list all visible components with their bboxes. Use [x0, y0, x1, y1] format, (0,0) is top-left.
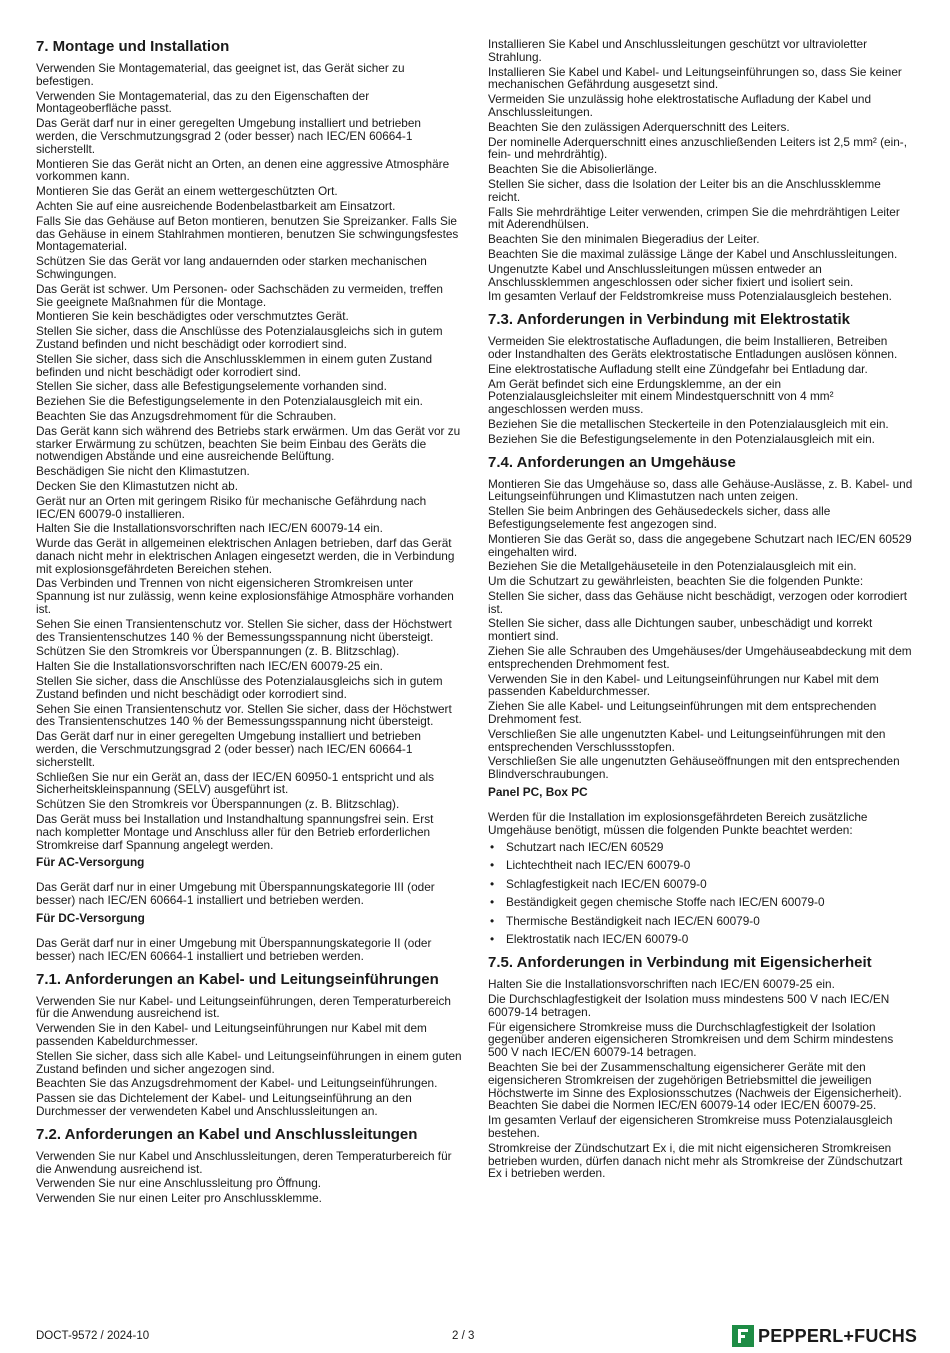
paragraph: Verschließen Sie alle ungenutzten Gehäuseöffnungen mit den entsprechenden Blindverschraubungen.	[488, 754, 900, 782]
heading-fuer-dc-versorgung: Für DC-Versorgung	[36, 911, 145, 926]
paragraph: Verwenden Sie nur Kabel- und Leitungseinführungen, deren Temperaturbereich für die Anwendung ausreichend ist.	[36, 993, 451, 1021]
paragraph: Installieren Sie Kabel und Anschlussleitungen geschützt vor ultravioletter Strahlung.	[488, 37, 868, 64]
paragraph: Stellen Sie sicher, dass sich alle Kabel- und Leitungseinführungen in einem guten Zustand befinden und sicher angezogen sind.	[36, 1048, 462, 1076]
heading-7-5-anforderungen-in-verbindung-mit-eige: 7.5. Anforderungen in Verbindung mit Eigensicherheit	[488, 954, 872, 972]
paragraph: Im gesamten Verlauf der eigensicheren Stromkreise muss Potenzialausgleich bestehen.	[488, 1113, 893, 1140]
paragraph: Beachten Sie das Anzugsdrehmoment der Kabel- und Leitungseinführungen.	[36, 1076, 438, 1091]
paragraph: Montieren Sie das Gerät an einem wettergeschützten Ort.	[36, 184, 338, 199]
paragraph: Verwenden Sie in den Kabel- und Leitungseinführungen nur Kabel mit dem passenden Kabeldurchmesser.	[488, 671, 879, 699]
logo-text: PEPPERL+FUCHS	[758, 1325, 918, 1346]
pepperl-fuchs-logo	[732, 1325, 917, 1347]
paragraph: Das Gerät darf nur in einer Umgebung mit Überspannungskategorie II (oder besser) nach IEC/EN 60664-1 installiert und betrieben werden.	[36, 936, 432, 963]
paragraph: Beachten Sie die maximal zulässige Länge der Kabel und Anschlussleitungen.	[488, 246, 898, 261]
paragraph: Montieren Sie das Gerät so, dass die angegebene Schutzart nach IEC/EN 60529 eingehalten wird.	[488, 531, 912, 559]
heading-7-4-anforderungen-an-umgehaeuse: 7.4. Anforderungen an Umgehäuse	[488, 453, 736, 471]
paragraph: Decken Sie den Klimastutzen nicht ab.	[36, 478, 238, 493]
paragraph: Verwenden Sie nur einen Leiter pro Anschlussklemme.	[36, 1191, 322, 1206]
paragraph: Beziehen Sie die metallischen Steckerteile in den Potenzialausgleich mit ein.	[488, 416, 889, 431]
paragraph: Ziehen Sie alle Schrauben des Umgehäuses/der Umgehäuseabdeckung mit dem entsprechenden Drehmoment fest.	[488, 644, 912, 671]
paragraph: Montieren Sie das Gerät nicht an Orten, an denen eine aggressive Atmosphäre vorkommen kann.	[36, 156, 450, 184]
list-item: • Schlagfestigkeit nach IEC/EN 60079-0	[488, 878, 914, 891]
paragraph: Im gesamten Verlauf der Feldstromkreise muss Potenzialausgleich bestehen.	[488, 289, 892, 304]
logo-mark-icon	[732, 1325, 754, 1347]
paragraph: Ziehen Sie alle Kabel- und Leitungseinführungen mit dem entsprechenden Drehmoment fest.	[488, 699, 877, 727]
paragraph: Verwenden Sie nur Kabel und Anschlussleitungen, deren Temperaturbereich für die Anwendung ausreichend ist.	[36, 1148, 452, 1176]
paragraph: Schützen Sie den Stromkreis vor Überspannungen (z. B. Blitzschlag).	[36, 797, 400, 812]
paragraph: Stellen Sie sicher, dass die Anschlüsse des Potenzialausgleichs sich in gutem Zustand befinden und nicht beschädigt oder korrodiert sind.	[36, 674, 443, 701]
paragraph: Für eigensichere Stromkreise muss die Durchschlagfestigkeit der Isolation gegenüber anderen eigensicheren Stromkreisen und dem Schirm mindestens 500 V nach IEC/EN 60079-14 betragen.	[488, 1019, 894, 1060]
paragraph: Stellen Sie sicher, dass die Isolation der Leiter bis an die Anschlussklemme reicht.	[488, 176, 881, 204]
heading-panel-pc-box-pc: Panel PC, Box PC	[488, 785, 588, 800]
paragraph: Sehen Sie einen Transientenschutz vor. Stellen Sie sicher, dass der Höchstwert des Transientenschutzes 140 % der Bemessungsspannung nicht übersteigt.	[36, 616, 452, 644]
paragraph: Verschließen Sie alle ungenutzten Kabel- und Leitungseinführungen mit den entsprechenden Verschlussstopfen.	[488, 726, 886, 754]
paragraph: Die Durchschlagfestigkeit der Isolation muss mindestens 500 V nach IEC/EN 60079-14 betragen.	[488, 991, 890, 1019]
paragraph: Beschädigen Sie nicht den Klimastutzen.	[36, 464, 250, 479]
paragraph: Verwenden Sie Montagematerial, das geeignet ist, das Gerät sicher zu befestigen.	[36, 61, 405, 88]
footer-document-id: DOCT-9572 / 2024-10	[36, 1330, 150, 1342]
paragraph: Schützen Sie das Gerät vor lang andauernden oder starken mechanischen Schwingungen.	[36, 254, 427, 281]
paragraph: Falls Sie mehrdrähtige Leiter verwenden, crimpen Sie die mehrdrähtigen Leiter mit Aderendhülsen.	[488, 204, 900, 232]
paragraph: Der nominelle Aderquerschnitt eines anzuschließenden Leiters ist 2,5 mm² (ein-, fein- und mehrdrähtig).	[488, 134, 907, 162]
paragraph: Schützen Sie den Stromkreis vor Überspannungen (z. B. Blitzschlag).	[36, 644, 400, 659]
paragraph: Beachten Sie den minimalen Biegeradius der Leiter.	[488, 232, 760, 247]
paragraph: Verwenden Sie Montagematerial, das zu den Eigenschaften der Montageoberfläche passt.	[36, 88, 370, 116]
footer-page-number: 2 / 3	[452, 1330, 475, 1342]
bullet-list	[488, 841, 914, 947]
left-column	[36, 38, 462, 1207]
paragraph: Beachten Sie die Abisolierlänge.	[488, 162, 658, 177]
list-item: • Thermische Beständigkeit nach IEC/EN 60079-0	[488, 915, 914, 928]
paragraph: Das Gerät darf nur in einer geregelten Umgebung installiert und betrieben werden, die Verschmutzungsgrad 2 (oder besser) nach IEC/EN 60664-1 sicherstellt.	[36, 729, 421, 769]
list-item: • Lichtechtheit nach IEC/EN 60079-0	[488, 859, 914, 872]
paragraph: Stromkreise der Zündschutzart Ex i, die mit nicht eigensicheren Stromkreisen betrieben wurden, dürfen danach nicht mehr als Stromkreise der Zündschutzart Ex i betrieben werden.	[488, 1140, 903, 1181]
paragraph: Beachten Sie den zulässigen Aderquerschnitt des Leiters.	[488, 119, 790, 134]
heading-fuer-ac-versorgung: Für AC-Versorgung	[36, 855, 145, 870]
paragraph: Das Verbinden und Trennen von nicht eigensicheren Stromkreisen unter Spannung ist nur zulässig, wenn keine explosionsfähige Atmosphäre vorhanden ist.	[36, 576, 454, 617]
paragraph: Beziehen Sie die Befestigungselemente in den Potenzialausgleich mit ein.	[488, 431, 875, 446]
paragraph: Beziehen Sie die Befestigungselemente in den Potenzialausgleich mit ein.	[36, 394, 423, 409]
paragraph: Vermeiden Sie elektrostatische Aufladungen, die beim Installieren, Betreiben oder Instandhalten des Geräts elektrostatische Entladungen auslösen können.	[488, 334, 898, 361]
paragraph: Verwenden Sie in den Kabel- und Leitungseinführungen nur Kabel mit dem passenden Kabeldurchmesser.	[36, 1021, 427, 1048]
paragraph: Ungenutzte Kabel und Anschlussleitungen müssen entweder an Anschlussklemmen angeschlossen oder sicher fixiert und isoliert sein.	[488, 261, 854, 289]
paragraph: Stellen Sie beim Anbringen des Gehäusedeckels sicher, dass alle Befestigungselemente fest angezogen sind.	[488, 504, 831, 531]
paragraph: Stellen Sie sicher, dass die Anschlüsse des Potenzialausgleichs sich in gutem Zustand befinden und nicht beschädigt oder korrodiert sind.	[36, 324, 443, 351]
paragraph: Gerät nur an Orten mit geringem Risiko für mechanische Gefährdung nach IEC/EN 60079-0 installieren.	[36, 493, 427, 521]
paragraph: Montieren Sie kein beschädigtes oder verschmutztes Gerät.	[36, 309, 349, 324]
paragraph: Werden für die Installation im explosionsgefährdeten Bereich zusätzliche Umgehäuse benötigt, müssen die folgenden Punkte beachtet werden:	[488, 810, 868, 837]
paragraph: Das Gerät muss bei Installation und Instandhaltung spannungsfrei sein. Erst nach kompletter Montage und Anschluss aller für den Betrieb erforderlichen Stromkreise darf Spannung angelegt werden.	[36, 812, 434, 852]
heading-7-2-anforderungen-an-kabel-und-anschluss: 7.2. Anforderungen an Kabel und Anschlussleitungen	[36, 1125, 418, 1143]
paragraph: Vermeiden Sie unzulässig hohe elektrostatische Aufladung der Kabel und Anschlussleitungen.	[488, 92, 872, 119]
paragraph: Das Gerät darf nur in einer Umgebung mit Überspannungskategorie III (oder besser) nach IEC/EN 60664-1 installiert und betrieben werden.	[36, 880, 435, 908]
paragraph: Wurde das Gerät in allgemeinen elektrischen Anlagen betrieben, darf das Gerät danach nicht mehr in elektrischen Anlagen eingesetzt werden, die in Verbindung mit explosionsgefährdeten Bereichen stehen.	[36, 536, 455, 576]
paragraph: Installieren Sie Kabel und Kabel- und Leitungseinführungen so, dass Sie keiner mechanischen Gefährdung ausgesetzt sind.	[488, 64, 902, 92]
paragraph: Das Gerät darf nur in einer geregelten Umgebung installiert und betrieben werden, die Verschmutzungsgrad 2 (oder besser) nach IEC/EN 60664-1 sicherstellt.	[36, 116, 421, 156]
paragraph: Beachten Sie bei der Zusammenschaltung eigensicherer Geräte mit den eigensicheren Stromkreisen der zugehörigen Betriebsmittel die jeweiligen Höchstwerte im Sinne des Explosionsschutzes (Nachweis der Eigensicherheit). Beachten Sie dabei die Normen IEC/EN 60079-14 oder IEC/EN 60079-25.	[488, 1059, 902, 1113]
paragraph: Stellen Sie sicher, dass alle Dichtungen sauber, unbeschädigt und korrekt montiert sind.	[488, 616, 873, 644]
paragraph: Halten Sie die Installationsvorschriften nach IEC/EN 60079-14 ein.	[36, 521, 383, 536]
paragraph: Stellen Sie sicher, dass das Gehäuse nicht beschädigt, verzogen oder korrodiert ist.	[488, 588, 908, 616]
heading-7-1-anforderungen-an-kabel-und-leitungse: 7.1. Anforderungen an Kabel- und Leitungseinführungen	[36, 970, 439, 988]
paragraph: Eine elektrostatische Aufladung stellt eine Zündgefahr bei Entladung dar.	[488, 361, 868, 376]
paragraph: Schließen Sie nur ein Gerät an, dass der IEC/EN 60950-1 entspricht und als Sicherheitskleinspannung (SELV) ausgeführt ist.	[36, 769, 435, 797]
paragraph: Montieren Sie das Umgehäuse so, dass alle Gehäuse-Auslässe, z. B. Kabel- und Leitungseinführungen und Klimastutzen nach unten zeigen.	[488, 476, 913, 504]
paragraph: Passen sie das Dichtelement der Kabel- und Leitungseinführung an den Durchmesser der verwendeten Kabel und Anschlussleitungen an.	[36, 1091, 412, 1118]
list-item: • Elektrostatik nach IEC/EN 60079-0	[488, 933, 914, 946]
heading-7-montage-und-installation: 7. Montage und Installation	[36, 38, 230, 55]
paragraph: Um die Schutzart zu gewährleisten, beachten Sie die folgenden Punkte:	[488, 574, 864, 589]
list-item: • Schutzart nach IEC/EN 60529	[488, 841, 914, 854]
paragraph: Halten Sie die Installationsvorschriften nach IEC/EN 60079-25 ein.	[488, 977, 835, 992]
heading-7-3-anforderungen-in-verbindung-mit-elek: 7.3. Anforderungen in Verbindung mit Elektrostatik	[488, 311, 850, 329]
paragraph: Falls Sie das Gehäuse auf Beton montieren, benutzen Sie Spreizanker. Falls Sie das Gehäuse in einem Stahlrahmen montieren, benutzen Sie schwingungsfestes Montagematerial.	[36, 213, 459, 254]
paragraph: Stellen Sie sicher, dass sich die Anschlussklemmen in einem guten Zustand befinden und nicht beschädigt oder korrodiert sind.	[36, 351, 433, 379]
paragraph: Am Gerät befindet sich eine Erdungsklemme, an der ein Potenzialausgleichsleiter mit einem Mindestquerschnitt von 4 mm² angeschlossen werden muss.	[488, 376, 834, 417]
paragraph: Beziehen Sie die Metallgehäuseteile in den Potenzialausgleich mit ein.	[488, 559, 857, 574]
paragraph: Halten Sie die Installationsvorschriften nach IEC/EN 60079-25 ein.	[36, 659, 383, 674]
list-item: • Beständigkeit gegen chemische Stoffe nach IEC/EN 60079-0	[488, 896, 914, 909]
paragraph: Sehen Sie einen Transientenschutz vor. Stellen Sie sicher, dass der Höchstwert des Transientenschutzes 140 % der Bemessungsspannung nicht übersteigt.	[36, 701, 452, 729]
paragraph: Beachten Sie das Anzugsdrehmoment für die Schrauben.	[36, 408, 337, 423]
paragraph: Das Gerät kann sich während des Betriebs stark erwärmen. Um das Gerät vor zu starker Erwärmung zu schützen, beachten Sie beim Einbau des Geräts die notwendigen Abstände und eine ausreichende Belüftung.	[36, 423, 461, 464]
paragraph: Das Gerät ist schwer. Um Personen- oder Sachschäden zu vermeiden, treffen Sie geeignete Maßnahmen für die Montage.	[36, 281, 443, 309]
paragraph: Verwenden Sie nur eine Anschlussleitung pro Öffnung.	[36, 1176, 322, 1191]
paragraph: Stellen Sie sicher, dass alle Befestigungselemente vorhanden sind.	[36, 379, 387, 394]
paragraph: Achten Sie auf eine ausreichende Bodenbelastbarkeit am Einsatzort.	[36, 198, 396, 213]
right-column	[488, 38, 914, 1182]
